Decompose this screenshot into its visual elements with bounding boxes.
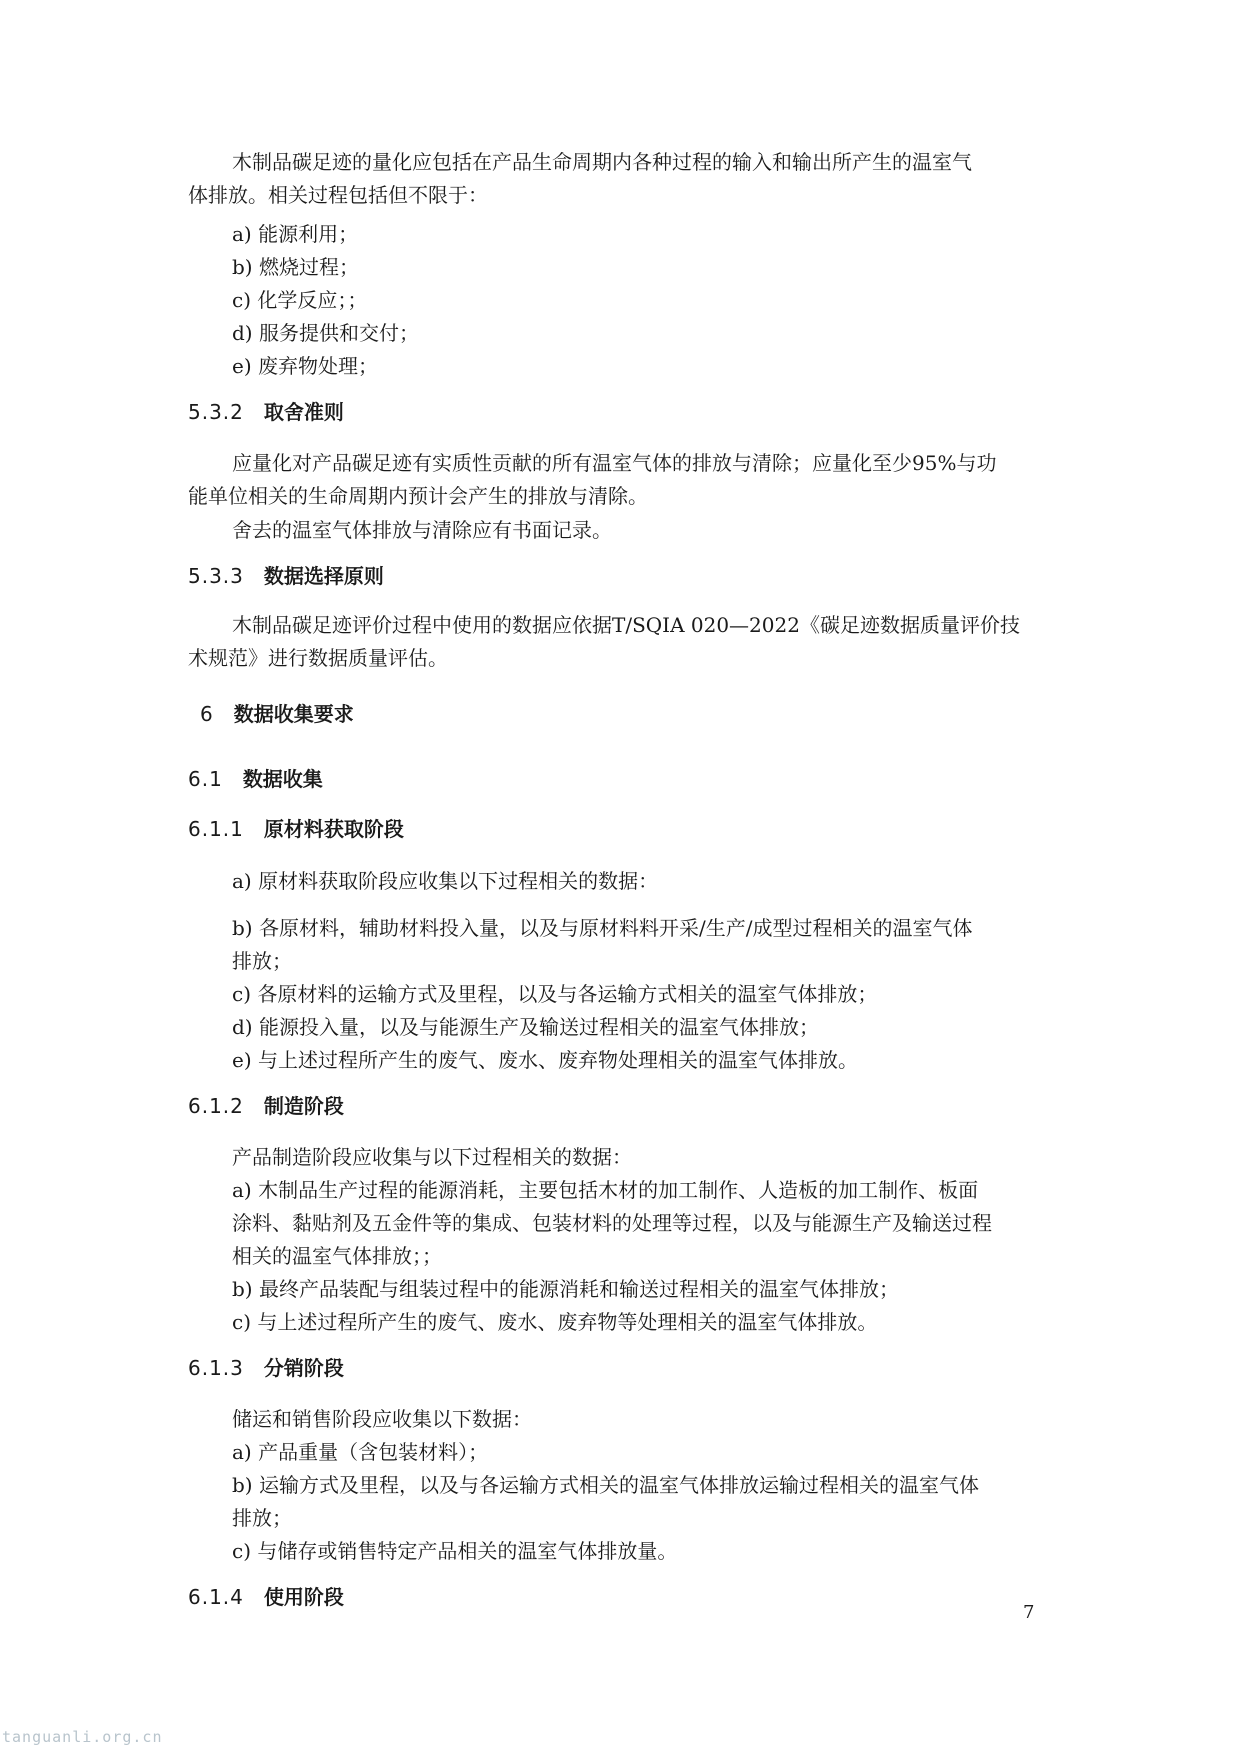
text-line: a) 木制品生产过程的能源消耗，主要包括木材的加工制作、人造板的加工制作、板面 bbox=[232, 1178, 979, 1202]
section-title: 数据选择原则 bbox=[263, 564, 384, 588]
section-heading-6-1 bbox=[188, 765, 323, 793]
list-item: c) 与储存或销售特定产品相关的温室气体排放量。 bbox=[232, 1539, 678, 1563]
list-item: b) 最终产品装配与组装过程中的能源消耗和输送过程相关的温室气体排放； bbox=[232, 1277, 899, 1301]
section-heading-6 bbox=[200, 700, 354, 728]
section-title: 数据收集 bbox=[242, 767, 323, 791]
page-number: 7 bbox=[1023, 1602, 1035, 1623]
section-title: 数据收集要求 bbox=[233, 702, 354, 726]
text-line: 应量化对产品碳足迹有实质性贡献的所有温室气体的排放与清除；应量化至少95%与功 bbox=[232, 451, 997, 475]
section-title: 分销阶段 bbox=[263, 1356, 344, 1380]
section-number: 5.3.3 bbox=[188, 564, 244, 588]
section-heading-6-1-1 bbox=[188, 815, 404, 843]
section-number: 5.3.2 bbox=[188, 400, 244, 424]
section-number: 6.1.3 bbox=[188, 1356, 244, 1380]
intro-paragraph bbox=[188, 146, 1052, 212]
section-title: 取舍准则 bbox=[263, 400, 344, 424]
list-item: c) 各原材料的运输方式及里程，以及与各运输方式相关的温室气体排放； bbox=[232, 982, 878, 1006]
list-item: c) 化学反应；； bbox=[232, 288, 368, 312]
text-line: 排放； bbox=[232, 1506, 292, 1530]
section-number: 6.1.2 bbox=[188, 1094, 244, 1118]
paragraph bbox=[188, 447, 996, 513]
section-number: 6 bbox=[200, 702, 214, 726]
list-item: d) 能源投入量，以及与能源生产及输送过程相关的温室气体排放； bbox=[232, 1015, 819, 1039]
section-heading-5-3-2 bbox=[188, 398, 344, 426]
section-heading-5-3-3 bbox=[188, 562, 384, 590]
text-line: 涂料、黏贴剂及五金件等的集成、包装材料的处理等过程，以及与能源生产及输送过程 bbox=[232, 1211, 992, 1235]
watermark: tanguanli.org.cn bbox=[2, 1728, 163, 1746]
section-title: 原材料获取阶段 bbox=[263, 817, 404, 841]
list-item bbox=[232, 1174, 992, 1273]
section-title: 使用阶段 bbox=[263, 1585, 344, 1609]
text-line: b) 各原材料，辅助材料投入量，以及与原材料料开采/生产/成型过程相关的温室气体 bbox=[232, 916, 973, 940]
text-line: 排放； bbox=[232, 949, 292, 973]
text-line: 木制品碳足迹评价过程中使用的数据应依据T/SQIA 020—2022《碳足迹数据质量评价技 bbox=[232, 613, 1020, 637]
text-line: b) 运输方式及里程，以及与各运输方式相关的温室气体排放运输过程相关的温室气体 bbox=[232, 1473, 979, 1497]
list-item bbox=[232, 912, 972, 978]
section-heading-6-1-3 bbox=[188, 1354, 344, 1382]
text-line: 术规范》进行数据质量评估。 bbox=[188, 646, 448, 670]
list-item: e) 与上述过程所产生的废气、废水、废弃物处理相关的温室气体排放。 bbox=[232, 1048, 858, 1072]
section-number: 6.1 bbox=[188, 767, 223, 791]
list-item bbox=[232, 1469, 979, 1535]
section-heading-6-1-4 bbox=[188, 1583, 344, 1611]
list-item: a) 能源利用； bbox=[232, 222, 359, 246]
section-heading-6-1-2 bbox=[188, 1092, 344, 1120]
lead-text: 产品制造阶段应收集与以下过程相关的数据： bbox=[232, 1145, 632, 1169]
list-item: c) 与上述过程所产生的废气、废水、废弃物等处理相关的温室气体排放。 bbox=[232, 1310, 878, 1334]
list-item: b) 燃烧过程； bbox=[232, 255, 359, 279]
text-line: 能单位相关的生命周期内预计会产生的排放与清除。 bbox=[188, 484, 648, 508]
list-item: d) 服务提供和交付； bbox=[232, 321, 419, 345]
paragraph bbox=[188, 609, 1020, 675]
text-line: 相关的温室气体排放；； bbox=[232, 1244, 442, 1268]
list-item: a) 原材料获取阶段应收集以下过程相关的数据： bbox=[232, 869, 659, 893]
list-item: e) 废弃物处理； bbox=[232, 354, 378, 378]
text-line: 体排放。相关过程包括但不限于： bbox=[188, 183, 488, 207]
list-item: a) 产品重量（含包装材料）； bbox=[232, 1440, 489, 1464]
text-line: 木制品碳足迹的量化应包括在产品生命周期内各种过程的输入和输出所产生的温室气 bbox=[232, 150, 972, 174]
section-number: 6.1.1 bbox=[188, 817, 244, 841]
paragraph: 舍去的温室气体排放与清除应有书面记录。 bbox=[232, 518, 612, 542]
section-title: 制造阶段 bbox=[263, 1094, 344, 1118]
lead-text: 储运和销售阶段应收集以下数据： bbox=[232, 1407, 532, 1431]
section-number: 6.1.4 bbox=[188, 1585, 244, 1609]
